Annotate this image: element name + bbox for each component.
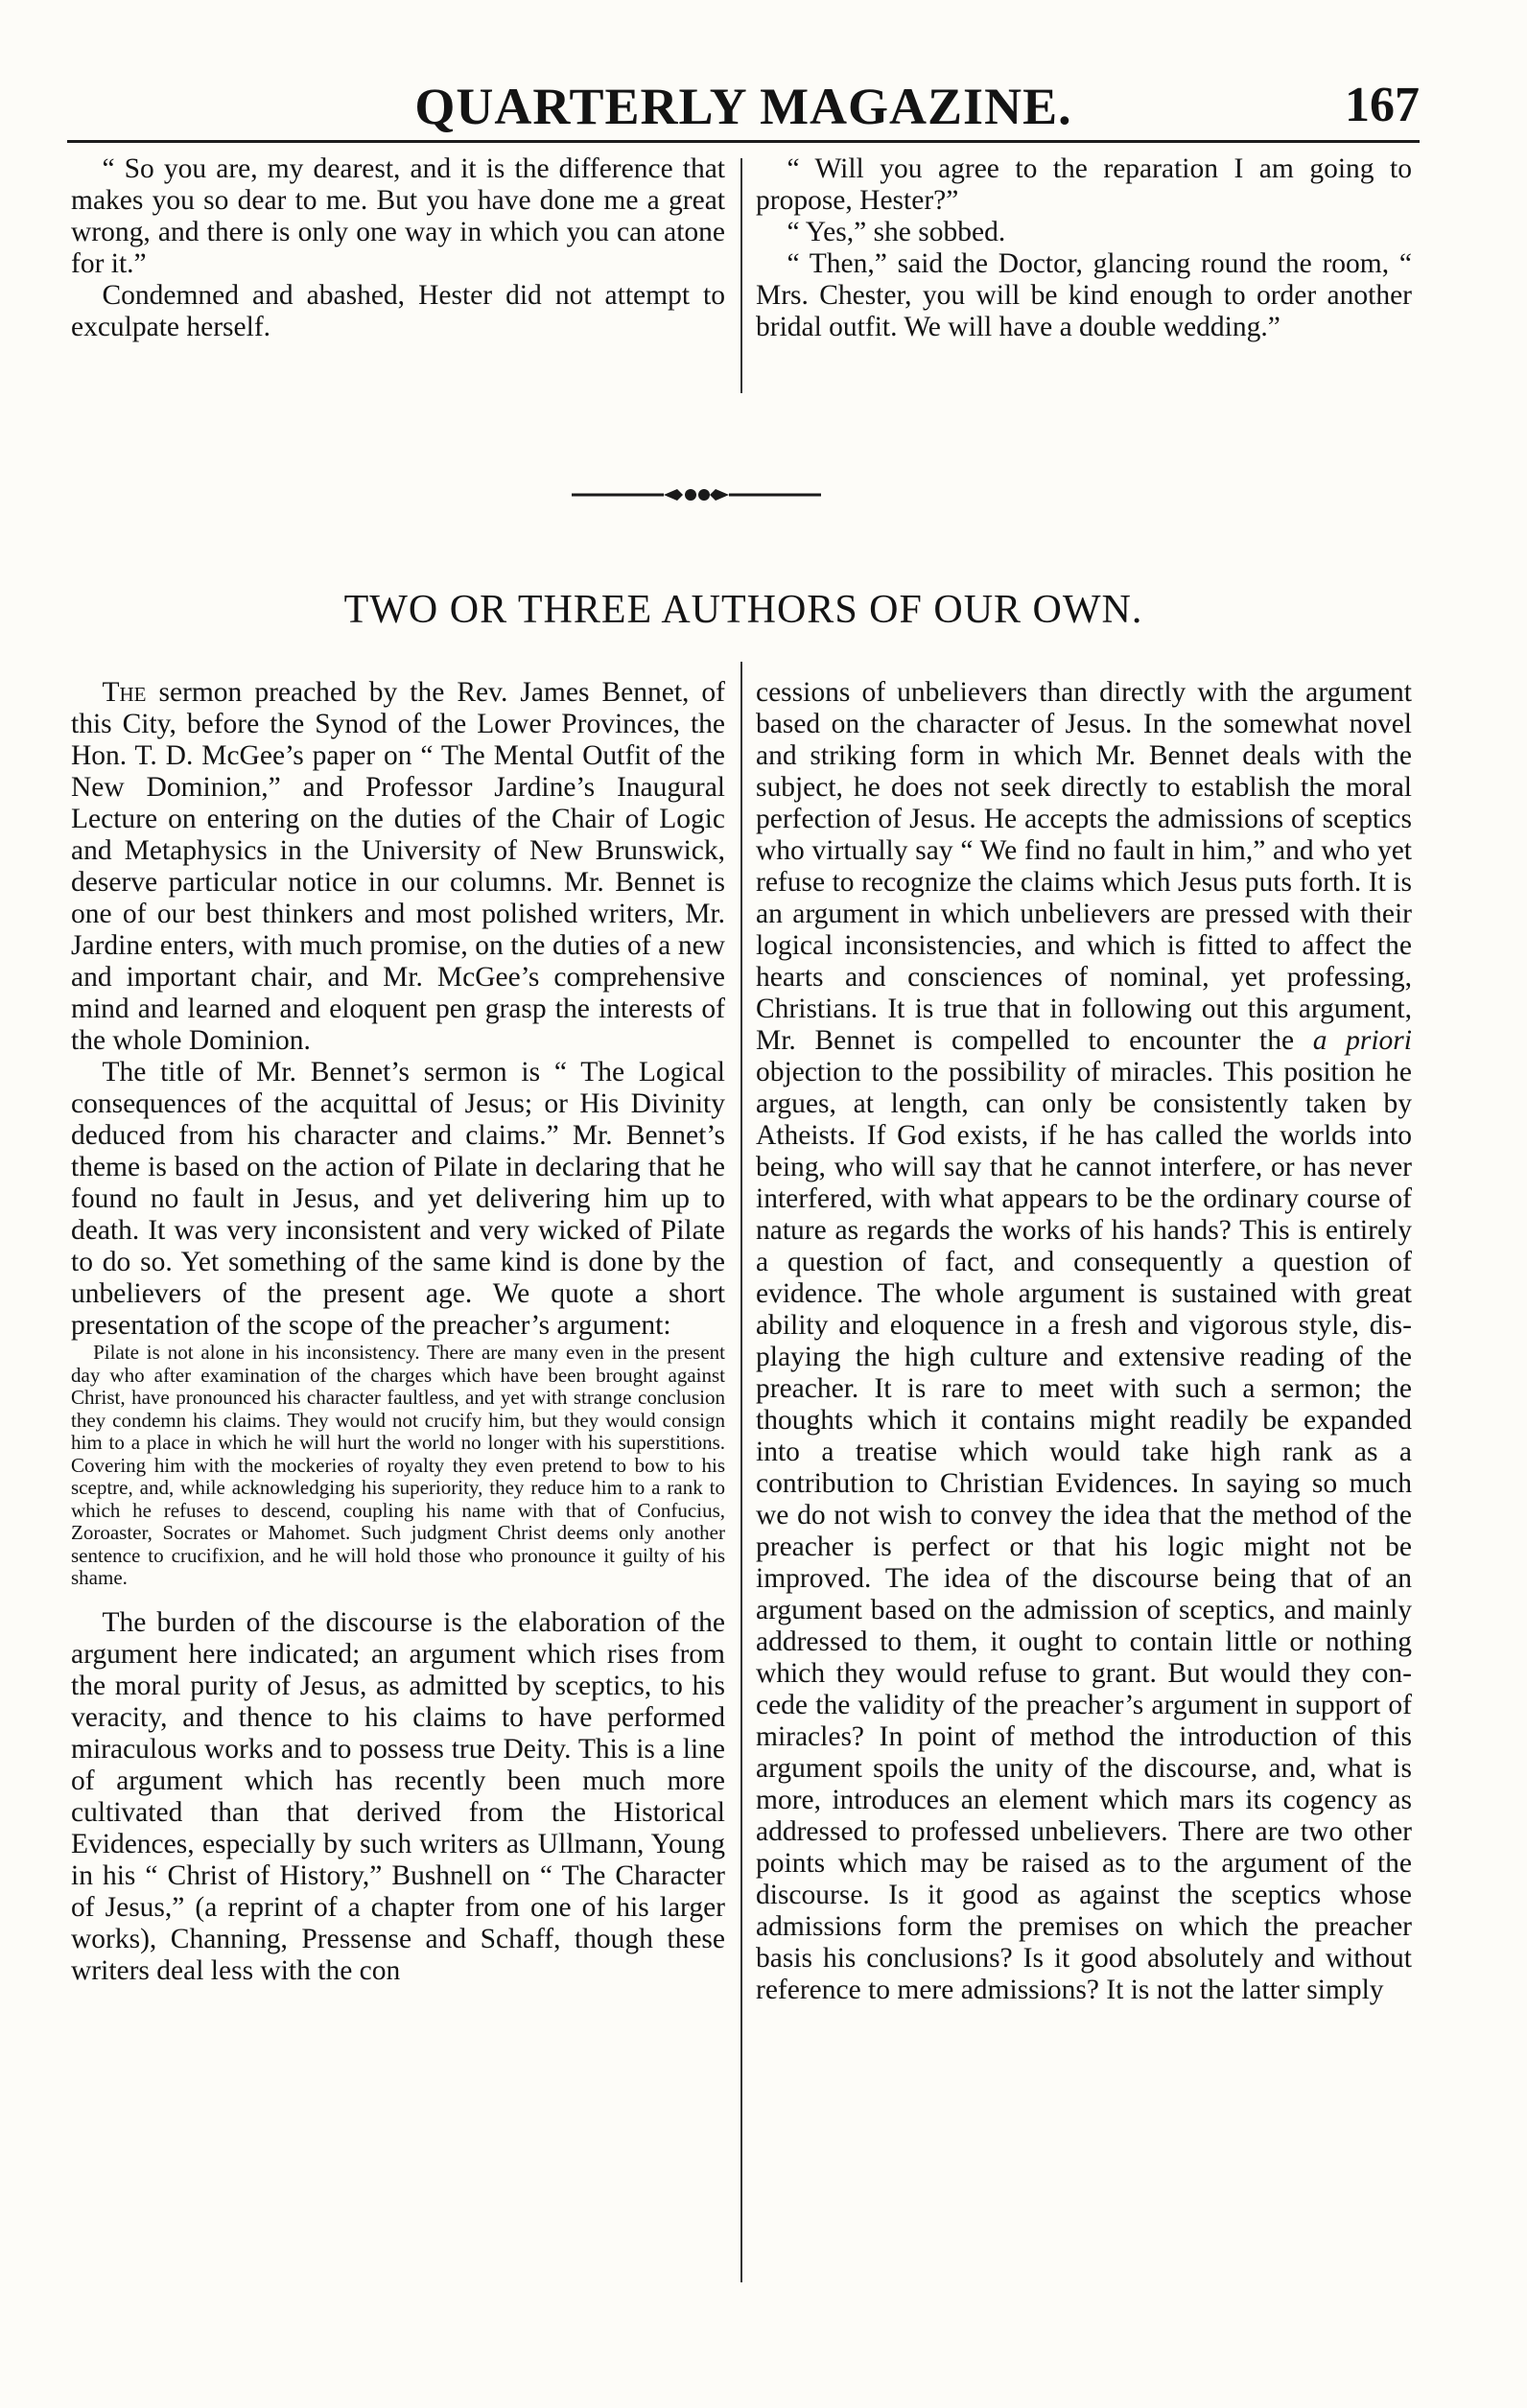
- column-divider: [740, 662, 742, 2282]
- page-header: [67, 75, 1420, 152]
- paragraph: [71, 677, 725, 1057]
- page-number: 167: [1345, 78, 1420, 132]
- article-title: TWO OR THREE AUTHORS OF OUR OWN.: [343, 588, 1143, 632]
- column-divider: [740, 158, 742, 393]
- italic-phrase: a priori: [1312, 1025, 1412, 1056]
- paragraph: “ Will you agree to the reparation I am going to propose, Hester?”: [756, 153, 1412, 216]
- paragraph-text: sermon preached by the Rev. James Bennet, of this City, before the Synod of the Lower Provinces, the Hon. T. D. McGee’s paper on “ The Mental Outfit of the New Dominion,” and Professor Jardine’s Inaugural Lecture on entering on the duties of the Chair of Logic and Metaphysics in the University of New Brunswick, deserve particular notice in our columns. Mr. Bennet is one of our best thinkers and most polished writers, Mr. Jardine enters, with much promise, on the duties of a new and important chair, and Mr. McGee’s comprehensive mind and learned and eloquent pen grasp the interests of the whole Dominion.: [71, 677, 725, 1056]
- story-end-right-column: [756, 153, 1412, 343]
- running-title: QUARTERLY MAGAZINE.: [414, 78, 1072, 135]
- article-right-column: [756, 677, 1412, 2006]
- paragraph: [756, 677, 1412, 2006]
- story-end-left-column: [71, 153, 725, 343]
- paragraph-text: objection to the possibility of miracles. This position he argues, at length, can only be consistently taken by Atheists. If God exists, if he has called the worlds into being, who will say that he cannot interfere, or has never interfered, with what appears to be the ordinary course of nature as regards the works of his hands? This is entirely a question of fact, and consequently a question of evidence. The whole argument is sustained with great ability and eloquence in a fresh and vigorous style, displaying the high culture and extensive reading of the preacher. It is rare to meet with such a sermon; the thoughts which it contains might readily be expanded into a treatise which would take high rank as a contribution to Christian Evidences. In saying so much we do not wish to convey the idea that the method of the preacher is perfect or that his logic might not be improved. The idea of the discourse being that of an argument based on the admission of sceptics, and mainly addressed to them, it ought to contain little or nothing which they would refuse to grant. But would they concede the validity of the preacher’s argument in support of miracles? In point of method the introduction of this argument spoils the unity of the discourse, and, what is more, introduces an element which mars its cogency as addressed to professed unbelievers. There are two other points which may be raised as to the argument of the discourse. Is it good as against the sceptics whose admissions form the premises on which the preacher basis his conclusions? Is it good absolutely and without reference to mere admissions? It is not the latter simply: [756, 1057, 1412, 2005]
- paragraph: “ Then,” said the Doctor, glancing round the room, “ Mrs. Chester, you will be kind enough to order another bridal outfit. We will have a double wedding.”: [756, 248, 1412, 342]
- paragraph-text: cessions of unbelievers than directly with the argument based on the character of Jesus. In the somewhat novel and striking form in which Mr. Bennet deals with the subject, he does not seek directly to establish the moral perfection of Jesus. He accepts the admissions of sceptics who virtually say “ We find no fault in him,” and who yet refuse to recognize the claims which Jesus puts forth. It is an argument in which unbelievers are pressed with their logical inconsistencies, and which is fitted to affect the hearts and consciences of nominal, yet professing, Christians. It is true that in following out this argument, Mr. Bennet is compelled to encounter the: [756, 677, 1412, 1056]
- paragraph: The title of Mr. Bennet’s sermon is “ The Logical consequences of the acquittal of Jesus; or His Divinity deduced from his character and claims.” Mr. Bennet’s theme is based on the action of Pilate in declaring that he found no fault in Jesus, and yet delivering him up to death. It was very inconsistent and very wicked of Pilate to do so. Yet something of the same kind is done by the unbelievers of the present age. We quote a short presentation of the scope of the preacher’s argument:: [71, 1057, 725, 1341]
- paragraph: “ Yes,” she sobbed.: [787, 217, 1006, 247]
- block-quote: Pilate is not alone in his inconsistency. There are many even in the present day who after examination of the charges which have been brought against Christ, have pronounced his character faultless, and yet with strange conclusion they condemn his claims. They would not crucify him, but they would consign him to a place in which he will hurt the world no longer with his superstitions. Covering him with the mockeries of royalty they even pretend to bow to his sceptre, and, while acknowledging his superiority, they reduce him to a rank to which he refuses to descend, coupling his name with that of Confucius, Zoroaster, Socrates or Mahomet. Such judgment Christ deems only another sentence to crucifixion, and he will hold those who pronounce it guilty of his shame.: [71, 1341, 725, 1589]
- paragraph: “ So you are, my dearest, and it is the difference that makes you so dear to me. But you have done me a great wrong, and there is only one way in which you can atone for it.”: [71, 153, 725, 279]
- paragraph: Condemned and abashed, Hester did not attempt to exculpate herself.: [71, 280, 725, 342]
- lead-word: The: [102, 677, 147, 708]
- paragraph: The burden of the discourse is the elaboration of the argument here indicated; an argument which rises from the moral purity of Jesus, as admitted by sceptics, to his veracity, and thence to his claims to have performed miraculous works and to possess true Deity. This is a line of argument which has recently been much more cultivated than that derived from the Historical Evidences, especially by such writers as Ullmann, Young in his “ Christ of History,” Bushnell on “ The Character of Jesus,” (a reprint of a chapter from one of his larger works), Channing, Pressense and Schaff, though these writers deal less with the con: [71, 1606, 725, 1986]
- header-rule: [67, 140, 1420, 143]
- section-ornament: [572, 483, 821, 506]
- article-left-column: [71, 677, 725, 1987]
